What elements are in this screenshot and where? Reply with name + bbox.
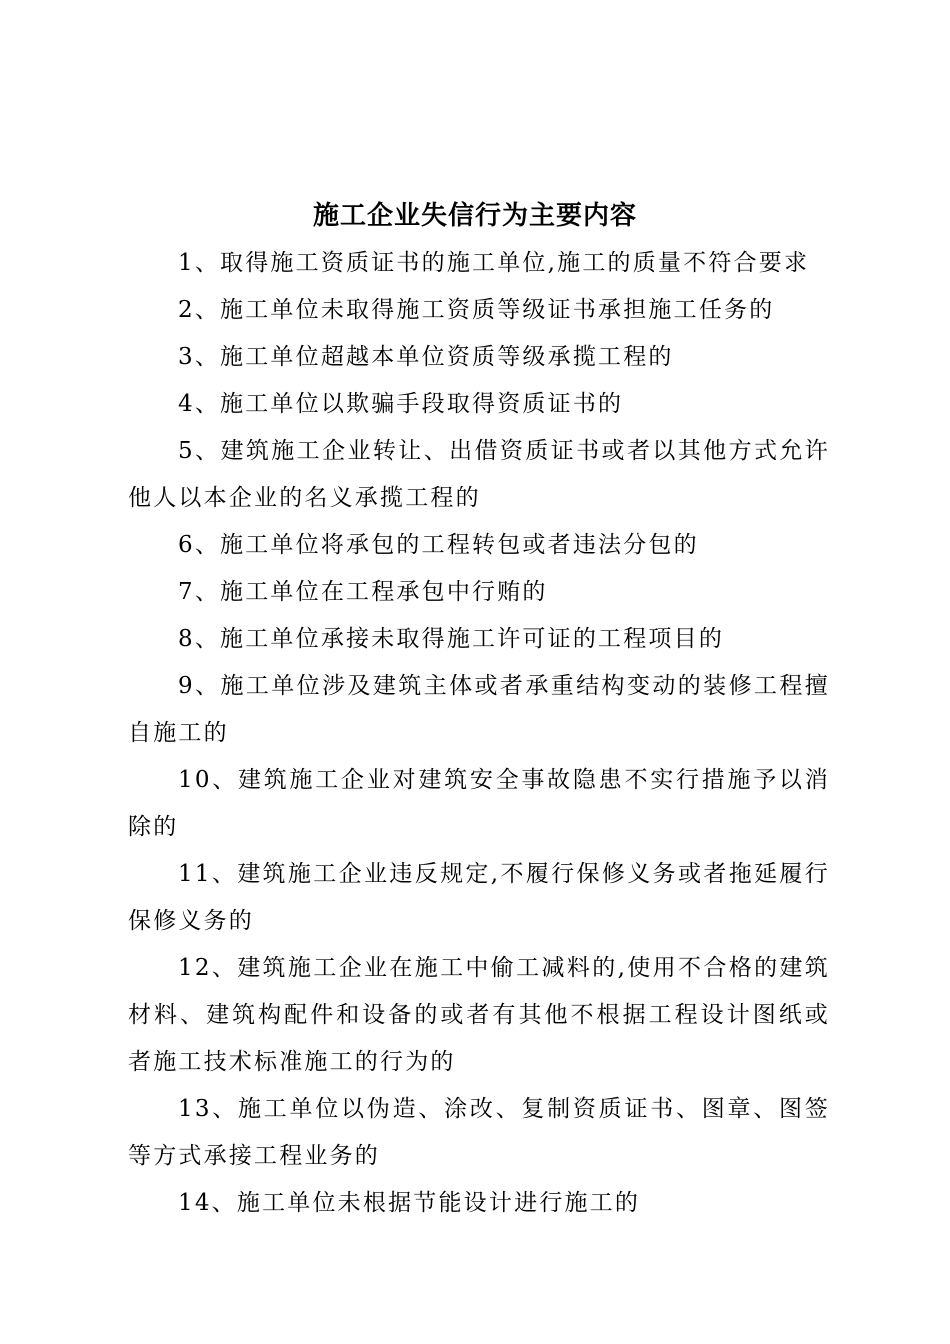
list-item-5: 5、建筑施工企业转让、出借资质证书或者以其他方式允许他人以本企业的名义承揽工程的: [128, 438, 830, 511]
list-item-6: 6、施工单位将承包的工程转包或者违法分包的: [178, 532, 699, 558]
list-item-8: 8、施工单位承接未取得施工许可证的工程项目的: [178, 626, 725, 652]
list-item-9: 9、施工单位涉及建筑主体或者承重结构变动的装修工程擅自施工的: [128, 673, 830, 746]
document-body: [128, 240, 830, 1227]
list-item-1: 1、取得施工资质证书的施工单位,施工的质量不符合要求: [178, 250, 810, 276]
list-item-7: 7、施工单位在工程承包中行贿的: [178, 579, 548, 605]
document-title: 施工企业失信行为主要内容: [312, 201, 637, 231]
list-item-14: 14、施工单位未根据节能设计进行施工的: [178, 1190, 641, 1216]
list-item-3: 3、施工单位超越本单位资质等级承揽工程的: [178, 344, 674, 370]
list-item-11: 11、建筑施工企业违反规定,不履行保修义务或者拖延履行保修义务的: [128, 861, 830, 934]
list-item-12: 12、建筑施工企业在施工中偷工减料的,使用不合格的建筑材料、建筑构配件和设备的或者有其他不根据工程设计图纸或者施工技术标准施工的行为的: [128, 955, 830, 1075]
list-item-4: 4、施工单位以欺骗手段取得资质证书的: [178, 391, 624, 417]
list-item-2: 2、施工单位未取得施工资质等级证书承担施工任务的: [178, 297, 775, 323]
list-item-13: 13、施工单位以伪造、涂改、复制资质证书、图章、图签等方式承接工程业务的: [128, 1096, 830, 1169]
list-item-10: 10、建筑施工企业对建筑安全事故隐患不实行措施予以消除的: [128, 767, 830, 840]
